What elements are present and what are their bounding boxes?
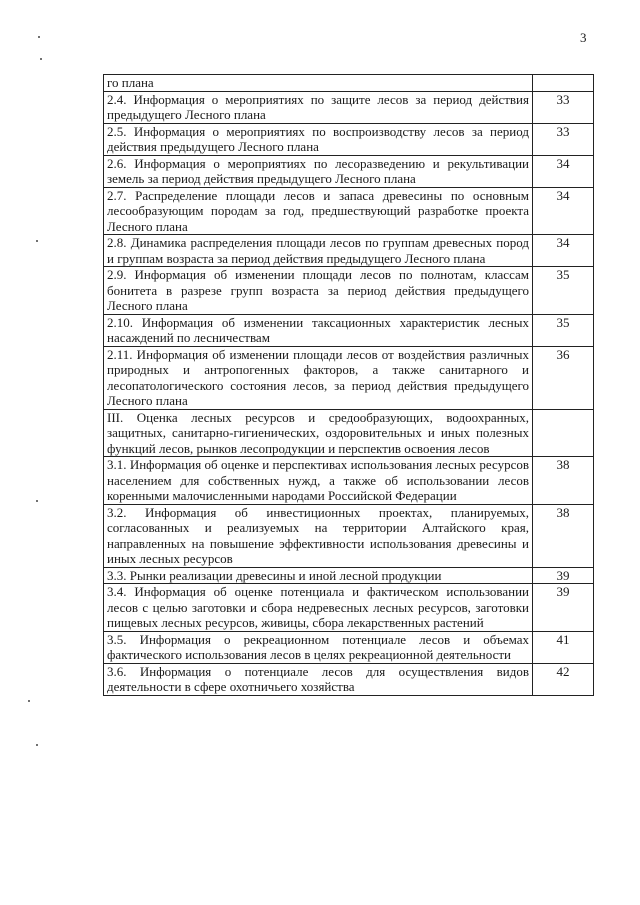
toc-section-title: III. Оценка лесных ресурсов и средообразующих, водоохранных, защитных, санитарно-гигиенических, оздоровительных и иных полезных функций лесов, рынков лесопродукции и перспектив освоения лесов — [104, 409, 533, 457]
toc-row-page: 41 — [533, 631, 594, 663]
page-number: 3 — [580, 30, 587, 45]
toc-row-title: го плана — [104, 75, 533, 92]
toc-row-title: 2.7. Распределение площади лесов и запаса древесины по основным лесообразующим породам за год, предшествующий разработке проекта Лесного плана — [104, 187, 533, 235]
toc-row-page: 35 — [533, 267, 594, 315]
scan-speck — [36, 744, 38, 746]
toc-row — [104, 457, 594, 505]
toc-row — [104, 267, 594, 315]
toc-row-title: 2.8. Динамика распределения площади лесов по группам древесных пород и группам возраста за период действия предыдущего Лесного плана — [104, 235, 533, 267]
toc-row — [104, 504, 594, 567]
toc-row — [104, 314, 594, 346]
toc-row-title: 3.3. Рынки реализации древесины и иной лесной продукции — [104, 567, 533, 584]
toc-row-page: 33 — [533, 91, 594, 123]
toc-row-title: 2.9. Информация об изменении площади лесов по полнотам, классам бонитета в разрезе групп возраста за период действия предыдущего Лесного плана — [104, 267, 533, 315]
toc-row-title: 2.6. Информация о мероприятиях по лесоразведению и рекультивации земель за период действия предыдущего Лесного плана — [104, 155, 533, 187]
table-of-contents — [103, 74, 594, 696]
toc-row — [104, 663, 594, 695]
toc-row — [104, 187, 594, 235]
scan-speck — [36, 240, 38, 242]
toc-row-title: 2.4. Информация о мероприятиях по защите лесов за период действия предыдущего Лесного плана — [104, 91, 533, 123]
toc-row-title: 2.11. Информация об изменении площади лесов от воздействия различных природных и антропогенных факторов, а также санитарного и лесопатологического состояния лесов, за период действия предыдущего Лесного плана — [104, 346, 533, 409]
toc-row-page: 39 — [533, 584, 594, 632]
toc-row-title: 2.5. Информация о мероприятиях по воспроизводству лесов за период действия предыдущего Лесного плана — [104, 123, 533, 155]
scan-speck — [38, 36, 40, 38]
toc-row — [104, 123, 594, 155]
scan-speck — [36, 500, 38, 502]
toc-row-page: 38 — [533, 504, 594, 567]
toc-row-page: 35 — [533, 314, 594, 346]
toc-row — [104, 235, 594, 267]
toc-row-title: 3.1. Информация об оценке и перспективах использования лесных ресурсов населением для собственных нужд, а также об использовании лесов коренными малочисленными народами Российской Федерации — [104, 457, 533, 505]
toc-row-page — [533, 75, 594, 92]
toc-row-page: 39 — [533, 567, 594, 584]
scan-speck — [40, 58, 42, 60]
toc-row — [104, 567, 594, 584]
toc-row-page — [533, 409, 594, 457]
toc-section-row — [104, 409, 594, 457]
toc-row-page: 34 — [533, 235, 594, 267]
toc-row-title: 3.6. Информация о потенциале лесов для осуществления видов деятельности в сфере охотничьего хозяйства — [104, 663, 533, 695]
toc-row — [104, 75, 594, 92]
toc-row-page: 33 — [533, 123, 594, 155]
toc-row-page: 34 — [533, 187, 594, 235]
toc-row-title: 3.4. Информация об оценке потенциала и фактическом использовании лесов с целью заготовки и сбора недревесных лесных ресурсов, заготовки пищевых лесных ресурсов, живицы, сбора лекарственных растений — [104, 584, 533, 632]
toc-row — [104, 631, 594, 663]
toc-row-title: 3.5. Информация о рекреационном потенциале лесов и объемах фактического использования лесов в целях рекреационной деятельности — [104, 631, 533, 663]
toc-row-title: 2.10. Информация об изменении таксационных характеристик лесных насаждений по лесничествам — [104, 314, 533, 346]
toc-row — [104, 584, 594, 632]
toc-row-page: 38 — [533, 457, 594, 505]
toc-row-page: 36 — [533, 346, 594, 409]
toc-row — [104, 91, 594, 123]
toc-row-page: 42 — [533, 663, 594, 695]
scan-speck — [28, 700, 30, 702]
toc-row — [104, 155, 594, 187]
toc-row-title: 3.2. Информация об инвестиционных проектах, планируемых, согласованных и реализуемых на территории Алтайского края, направленных на повышение эффективности использования древесины и иных лесных ресурсов — [104, 504, 533, 567]
toc-row — [104, 346, 594, 409]
toc-row-page: 34 — [533, 155, 594, 187]
